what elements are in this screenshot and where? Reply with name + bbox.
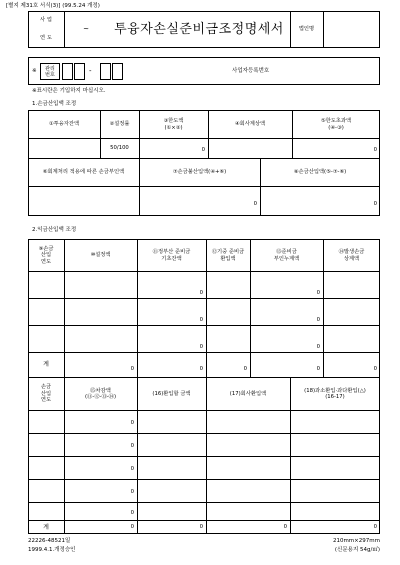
s1-h-setting-rate: ②설정률 <box>109 121 130 128</box>
s2-r3-cumulative: 0 <box>316 344 320 350</box>
s2-h-year: ⑨손금 산입 연도 <box>38 245 54 265</box>
s2-bh-year: 손금 산입 연도 <box>40 384 52 404</box>
s2-b-row4-deduction: 0 <box>130 489 134 495</box>
section1-heading: 1.손금산입액 조정 <box>32 101 77 107</box>
s2-h-opening-balance: ⑪정부산 준비금 기초잔액 <box>152 249 191 262</box>
s2-h-cumulative-disallowed: ⑬준비금 부인누계액 <box>273 249 300 262</box>
s2-bh-company-reversal: (17)회사환입액 <box>229 390 267 397</box>
s2-b-row1-deduction: 0 <box>130 420 134 426</box>
note-text: ※표시란은 기입하지 마십시오. <box>32 88 106 94</box>
footer-approval: 1999.4.1.개정승인 <box>28 547 76 553</box>
biz-reg-label: 사업자등록번호 <box>232 68 270 74</box>
s2-b-row2-deduction: 0 <box>130 443 134 449</box>
s2-r1-opening: 0 <box>199 290 203 296</box>
s2-r2-cumulative: 0 <box>316 317 320 323</box>
form-header: [별지 제31호 서식(3)] (99.5.24 개정) <box>6 3 100 9</box>
s2-b-row3-deduction: 0 <box>130 466 134 472</box>
s1-h-investment-balance: ①투융자잔액 <box>48 121 80 128</box>
s2-b-row5-deduction: 0 <box>130 510 134 516</box>
s2-bottom-total-deduction: 0 <box>130 524 134 530</box>
s2-bottom-total-label: 계 <box>43 523 49 531</box>
serial-digit-3[interactable] <box>100 63 111 80</box>
s1-h-deductible: ⑧손금산입액(⑤-⑦-⑥) <box>293 169 347 176</box>
s1-h-non-deductible: ⑦손금불산입액(④+⑥) <box>172 169 227 176</box>
s2-bottom-total-reversal-due: 0 <box>199 524 203 530</box>
s2-bh-under-over: (18)과소환입·과다환입(△) (16-17) <box>304 387 366 400</box>
s2-r2-opening: 0 <box>199 317 203 323</box>
s2-top-total-reversal: 0 <box>243 366 247 372</box>
period-label-bottom: 연 도 <box>40 35 52 42</box>
s2-top-total-opening: 0 <box>199 366 203 372</box>
form-title: 투융자손실준비금조정명세서 <box>114 21 284 37</box>
s2-top-total-set: 0 <box>130 366 134 372</box>
s2-top-total-cumulative: 0 <box>316 366 320 372</box>
s2-r1-cumulative: 0 <box>316 290 320 296</box>
s2-top-total-label: 계 <box>43 361 49 369</box>
corp-name-value[interactable] <box>323 12 380 47</box>
footer-code: 22226-48521일 <box>28 538 71 544</box>
footer-paper: (신문용지 54g/㎡) <box>334 547 380 553</box>
corp-name-label: 법인명 <box>298 26 315 33</box>
serial-digit-2[interactable] <box>74 63 85 80</box>
s1-h-company-amount: ④회사계상액 <box>234 121 266 128</box>
period-tilde: ~ <box>83 25 89 34</box>
s2-bh-deduction: ⑮차감액 (⑪-⑫-⑬-⑭) <box>84 387 117 400</box>
period-label-top: 사 업 <box>40 17 52 24</box>
s1-v-non-deductible: 0 <box>253 201 257 207</box>
serial-prefix: ※ <box>32 68 37 74</box>
section2-heading: 2.익금산입액 조정 <box>32 227 77 233</box>
serial-label: 관리 번호 <box>45 65 55 78</box>
s1-v-setting-rate: 50/100 <box>110 145 129 152</box>
s2-h-offset-loss: ⑭발생손금 상계액 <box>338 249 365 262</box>
s1-v-deductible: 0 <box>373 201 377 207</box>
s2-bh-reversal-due: (16)환입할 금액 <box>152 390 191 397</box>
s1-h-accounting-disallowed: ⑥회계처리 적용에 따른 손금부인액 <box>42 169 125 176</box>
s2-bottom-total-under-over: 0 <box>373 524 377 530</box>
s1-h-limit: ③한도액 (①×②) <box>163 118 184 131</box>
serial-digit-1[interactable] <box>62 63 73 80</box>
s1-v-excess: 0 <box>373 147 377 153</box>
s2-bottom-total-company: 0 <box>283 524 287 530</box>
s2-h-reversal: ⑫기중 준비금 환입액 <box>211 249 245 262</box>
s2-r3-opening: 0 <box>199 344 203 350</box>
s1-v-limit: 0 <box>201 147 205 153</box>
s2-h-set-amount: ⑩설정액 <box>90 252 111 259</box>
s1-h-excess: ⑤한도초과액 (④-③) <box>320 118 352 131</box>
serial-digit-4[interactable] <box>112 63 123 80</box>
footer-size: 210mm×297mm <box>332 538 380 544</box>
s2-top-total-offset: 0 <box>373 366 377 372</box>
serial-dash: - <box>89 67 92 75</box>
